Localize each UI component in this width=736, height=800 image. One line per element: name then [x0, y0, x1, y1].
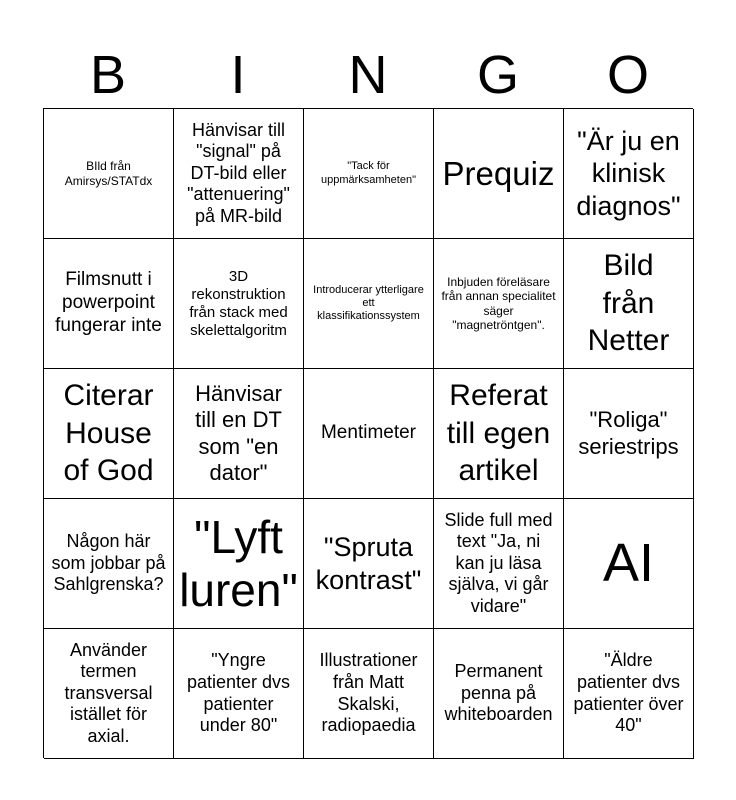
- bingo-cell[interactable]: [434, 239, 564, 369]
- bingo-cell[interactable]: [304, 629, 434, 759]
- bingo-cell[interactable]: [434, 499, 564, 629]
- cell-text: "Spruta kontrast": [315, 532, 422, 595]
- bingo-cell[interactable]: [304, 109, 434, 239]
- cell-text: Referat till egen artikel: [446, 379, 551, 488]
- cell-text: "Är ju en klinisk diagnos": [576, 125, 681, 221]
- bingo-cell[interactable]: [304, 499, 434, 629]
- bingo-cell[interactable]: [44, 629, 174, 759]
- cell-text: "Roliga" seriestrips: [578, 407, 679, 459]
- cell-text: Använder termen transversal istället för axial.: [64, 639, 153, 746]
- bingo-cell[interactable]: [44, 109, 174, 239]
- bingo-cell[interactable]: [174, 239, 304, 369]
- cell-text: AI: [602, 533, 655, 594]
- cell-text: BIld från Amirsys/STATdx: [64, 159, 153, 188]
- cell-text: Illustrationer från Matt Skalski, radiopaedia: [319, 650, 418, 736]
- bingo-cell[interactable]: [434, 629, 564, 759]
- cell-text: Filmsnutt i powerpoint fungerar inte: [55, 269, 162, 336]
- bingo-grid: [43, 108, 693, 758]
- bingo-cell[interactable]: [174, 369, 304, 499]
- cell-text: Någon här som jobbar på Sahlgrenska?: [51, 531, 166, 595]
- bingo-cell[interactable]: [564, 629, 694, 759]
- header-letter-i: I: [230, 45, 246, 105]
- header-letter-g: G: [476, 45, 519, 105]
- bingo-cell[interactable]: [44, 499, 174, 629]
- cell-text: Hänvisar till "signal" på DT-bild eller "attenuering" på MR-bild: [187, 119, 290, 226]
- cell-text: Prequiz: [442, 154, 555, 192]
- cell-text: Inbjuden föreläsare från annan specialitet säger "magnetröntgen".: [441, 274, 556, 332]
- bingo-cell[interactable]: [564, 109, 694, 239]
- bingo-cell[interactable]: [174, 499, 304, 629]
- bingo-cell[interactable]: [44, 239, 174, 369]
- cell-text: Introducerar ytterligare ett klassifikationssystem: [313, 283, 424, 323]
- bingo-cell[interactable]: [174, 109, 304, 239]
- cell-text: "Lyft luren": [179, 510, 298, 616]
- cell-text: Bild från Netter: [587, 249, 670, 358]
- cell-text: "Tack för uppmärksamheten": [320, 160, 416, 186]
- cell-text: Hänvisar till en DT som "en dator": [195, 380, 282, 485]
- cell-text: "Yngre patienter dvs patienter under 80": [186, 650, 291, 736]
- header-letter-o: O: [606, 45, 649, 105]
- cell-text: Slide full med text "Ja, ni kan ju läsa själva, vi går vidare": [444, 509, 553, 616]
- bingo-cell[interactable]: [174, 629, 304, 759]
- bingo-cell[interactable]: [564, 369, 694, 499]
- cell-text: Permanent penna på whiteboarden: [444, 661, 553, 725]
- bingo-cell[interactable]: [304, 239, 434, 369]
- bingo-cell[interactable]: [564, 499, 694, 629]
- cell-text: Mentimeter: [320, 422, 417, 444]
- cell-text: Citerar House of God: [63, 379, 154, 488]
- bingo-cell[interactable]: [434, 369, 564, 499]
- header-letter-b: B: [89, 45, 127, 105]
- bingo-cell[interactable]: [564, 239, 694, 369]
- header-letter-n: N: [348, 45, 388, 105]
- cell-text: "Äldre patienter dvs patienter över 40": [573, 650, 684, 736]
- bingo-cell[interactable]: [44, 369, 174, 499]
- bingo-cell[interactable]: [434, 109, 564, 239]
- bingo-header: [43, 42, 693, 108]
- bingo-cell[interactable]: [304, 369, 434, 499]
- cell-text: 3D rekonstruktion från stack med skelettalgoritm: [189, 267, 288, 339]
